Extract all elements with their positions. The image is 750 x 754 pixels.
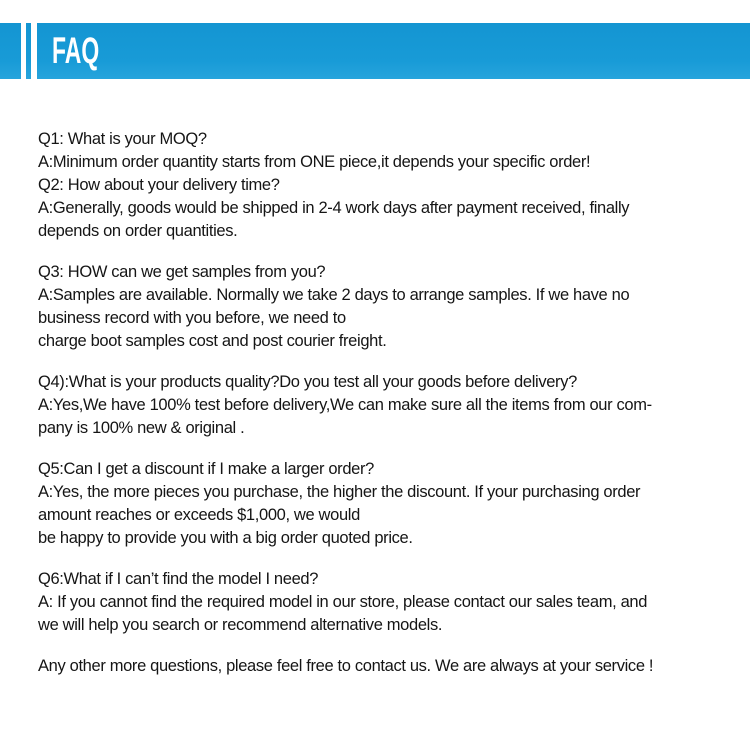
- faq-line: depends on order quantities.: [38, 222, 238, 240]
- faq-line: business record with you before, we need to: [38, 309, 346, 327]
- faq-line: Q6:What if I can’t find the model I need?: [38, 570, 319, 588]
- faq-block-q5: [38, 458, 740, 550]
- faq-line: Q3: HOW can we get samples from you?: [38, 263, 326, 281]
- header-stripe: [21, 23, 26, 79]
- faq-closing-line: Any other more questions, please feel free to contact us. We are always at your service !: [38, 657, 654, 675]
- faq-block-q1-q2: [38, 128, 740, 243]
- faq-content: [38, 128, 740, 696]
- faq-line: Q4):What is your products quality?Do you test all your goods before delivery?: [38, 373, 577, 391]
- faq-line: amount reaches or exceeds $1,000, we would: [38, 506, 360, 524]
- faq-line: Q2: How about your delivery time?: [38, 176, 280, 194]
- faq-block-closing: [38, 655, 740, 678]
- faq-line: charge boot samples cost and post courier freight.: [38, 332, 387, 350]
- faq-line: A:Generally, goods would be shipped in 2-4 work days after payment received, finally: [38, 199, 630, 217]
- faq-line: Q5:Can I get a discount if I make a larger order?: [38, 460, 374, 478]
- faq-line: A:Minimum order quantity starts from ONE piece,it depends your specific order!: [38, 153, 591, 171]
- faq-block-q6: [38, 568, 740, 637]
- faq-block-q4: [38, 371, 740, 440]
- header-bar: [0, 23, 750, 79]
- faq-line: Q1: What is your MOQ?: [38, 130, 207, 148]
- faq-line: pany is 100% new & original .: [38, 419, 245, 437]
- page-title: FAQ: [52, 30, 100, 71]
- faq-line: A:Yes,We have 100% test before delivery,We can make sure all the items from our com-: [38, 396, 652, 414]
- faq-line: A:Samples are available. Normally we take 2 days to arrange samples. If we have no: [38, 286, 630, 304]
- faq-line: A:Yes, the more pieces you purchase, the higher the discount. If your purchasing order: [38, 483, 641, 501]
- faq-line: A: If you cannot find the required model in our store, please contact our sales team, and: [38, 593, 648, 611]
- faq-block-q3: [38, 261, 740, 353]
- faq-line: we will help you search or recommend alternative models.: [38, 616, 443, 634]
- faq-line: be happy to provide you with a big order quoted price.: [38, 529, 413, 547]
- header-stripe: [31, 23, 37, 79]
